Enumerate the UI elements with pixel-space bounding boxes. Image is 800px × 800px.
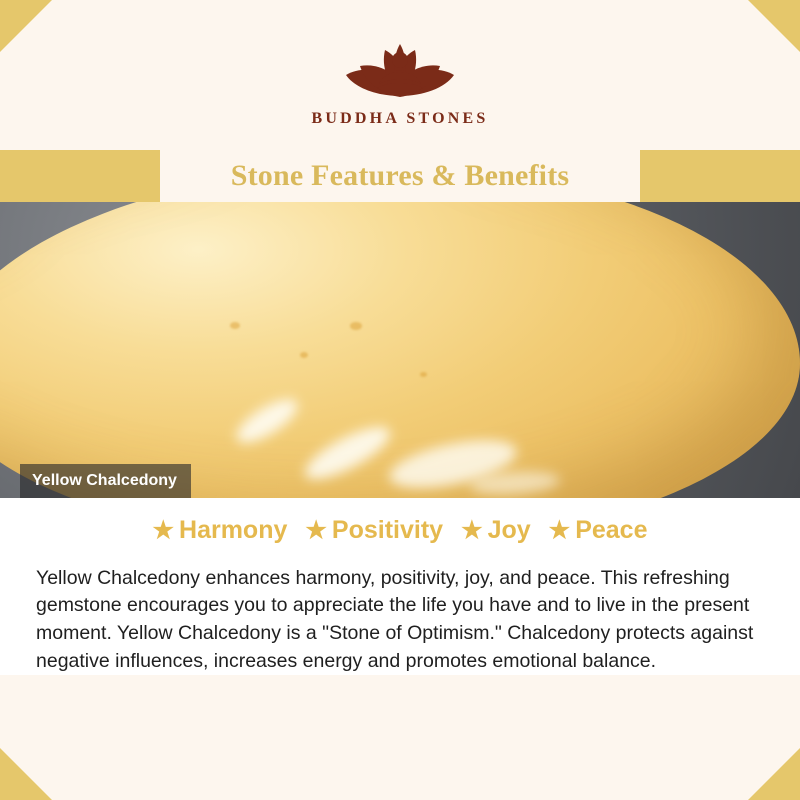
star-icon: ★ xyxy=(548,516,571,544)
lotus-meditation-icon xyxy=(315,18,485,106)
brand-header xyxy=(0,0,800,150)
star-icon: ★ xyxy=(152,516,175,544)
stone-speck xyxy=(350,322,362,330)
keyword-label: Positivity xyxy=(331,516,444,544)
keyword-list xyxy=(36,516,764,545)
star-icon: ★ xyxy=(461,516,483,544)
stone-speck xyxy=(230,322,240,329)
hero-caption xyxy=(20,464,191,498)
keyword-label: Joy xyxy=(487,516,531,544)
title-plate xyxy=(160,150,640,202)
keyword-item xyxy=(305,516,443,545)
stone-photo-shape xyxy=(0,202,800,498)
keyword-label: Harmony xyxy=(179,516,288,544)
benefits-description: Yellow Chalcedony enhances harmony, positivity, joy, and peace. This refreshing gemstone encourages you to appreciate the life you have and to live in the present moment. Yellow Chalcedony is a "Stone of Optimism." Chalcedony protects against negative influences, increases energy and promotes emotional balance. xyxy=(36,566,754,672)
keyword-label: Peace xyxy=(575,516,648,544)
page-title: Stone Features & Benefits xyxy=(230,159,570,192)
corner-decoration-bottom-right xyxy=(748,748,800,800)
footer-band xyxy=(0,748,800,800)
corner-decoration-top-left xyxy=(0,0,52,52)
corner-decoration-bottom-left xyxy=(0,748,52,800)
benefits-section xyxy=(0,498,800,675)
keyword-item xyxy=(549,516,648,545)
brand-name: BUDDHA STONES xyxy=(311,110,489,127)
stone-speck xyxy=(300,352,308,358)
hero-caption-label: Yellow Chalcedony xyxy=(32,472,177,489)
corner-decoration-top-right xyxy=(748,0,800,52)
title-band xyxy=(0,150,800,202)
hero-image xyxy=(0,202,800,498)
stone-speck xyxy=(420,372,427,377)
star-icon: ★ xyxy=(305,516,327,544)
keyword-item xyxy=(153,516,288,545)
keyword-item xyxy=(461,516,531,545)
